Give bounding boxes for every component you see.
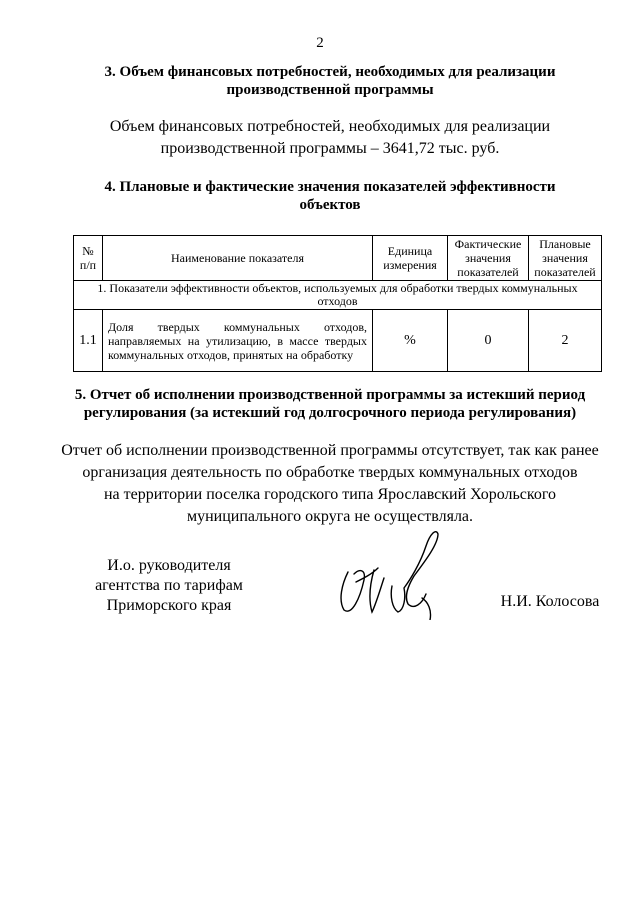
section5-text-line4: муниципального округа не осуществляла. — [186, 508, 474, 525]
section3-text-line2: производственной программы – 3641,72 тыс. руб. — [160, 140, 500, 157]
header-planned: Плановые значения показателей — [529, 236, 602, 281]
signatory-title-line3: Приморского края — [106, 597, 232, 614]
section3-text — [60, 116, 600, 160]
header-unit: Единица измерения — [373, 236, 448, 281]
row-actual: 0 — [448, 310, 529, 372]
table-header-row — [74, 236, 602, 281]
row-planned: 2 — [529, 310, 602, 372]
row-name: Доля твердых коммунальных отходов, направляемых на утилизацию, в массе твердых коммунальных отходов, принятых на обработку — [103, 310, 373, 372]
header-no: № п/п — [74, 236, 103, 281]
signatory-title — [64, 556, 274, 616]
table-row — [74, 310, 602, 372]
section3-heading-line2: производственной программы — [226, 82, 434, 98]
table-group-row — [74, 281, 602, 310]
section3-heading — [60, 63, 600, 99]
section4-heading — [60, 178, 600, 214]
signatory-title-line2: агентства по тарифам — [95, 577, 243, 594]
page-number: 2 — [316, 35, 324, 51]
section5-text-line1: Отчет об исполнении производственной программы отсутствует, так как ранее — [61, 442, 599, 459]
header-name: Наименование показателя — [103, 236, 373, 281]
section5-heading — [60, 386, 600, 422]
signatory-title-line1: И.о. руководителя — [107, 557, 231, 574]
indicators-table — [73, 235, 602, 372]
header-actual: Фактические значения показателей — [448, 236, 529, 281]
section3-heading-line1: 3. Объем финансовых потребностей, необходимых для реализации — [104, 64, 556, 80]
handwritten-signature — [334, 524, 444, 620]
section5-text-line3: на территории поселка городского типа Ярославский Хорольского — [103, 486, 557, 503]
section5-text-line2: организация деятельность по обработке твердых коммунальных отходов — [82, 464, 578, 481]
section4-heading-line1: 4. Плановые и фактические значения показателей эффективности — [104, 179, 556, 195]
section5-heading-line2: регулирования (за истекший год долгосрочного периода регулирования) — [83, 405, 577, 421]
section4-heading-line2: объектов — [299, 197, 361, 213]
row-unit: % — [373, 310, 448, 372]
section3-text-line1: Объем финансовых потребностей, необходимых для реализации — [109, 118, 551, 135]
section5-text — [50, 440, 610, 528]
section5-heading-line1: 5. Отчет об исполнении производственной программы за истекший период — [74, 387, 586, 403]
signatory-name: Н.И. Колосова — [500, 593, 600, 610]
group-title: 1. Показатели эффективности объектов, используемых для обработки твердых коммунальных отходов — [74, 281, 602, 310]
row-no: 1.1 — [74, 310, 103, 372]
